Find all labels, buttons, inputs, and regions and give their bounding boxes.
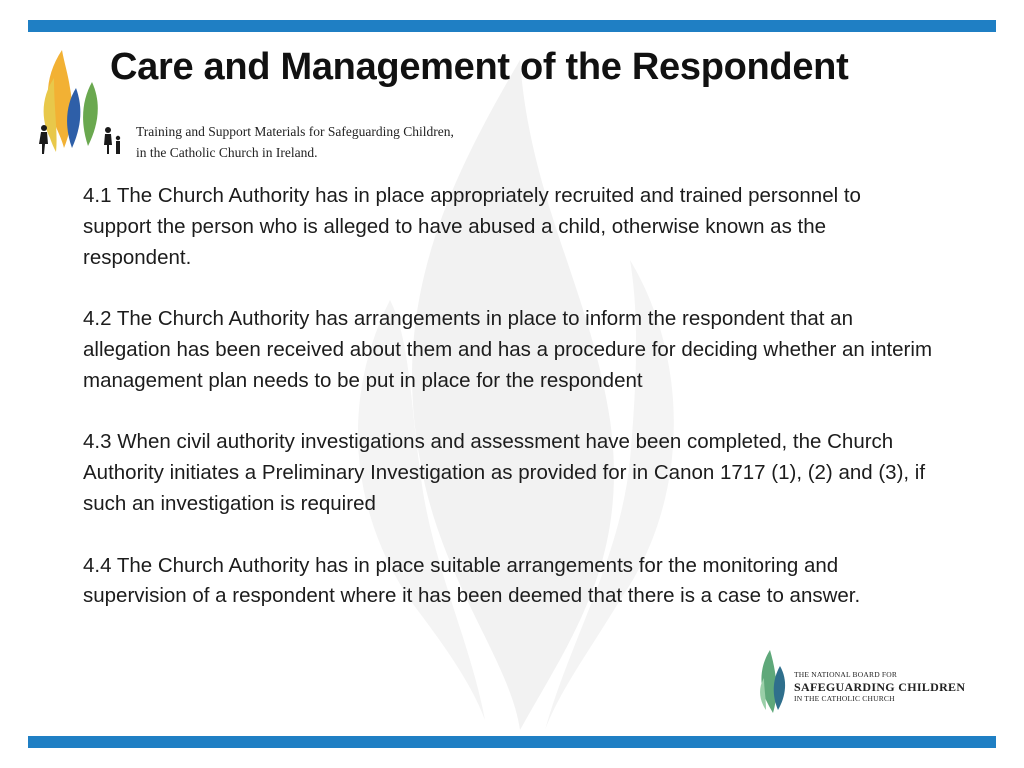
- national-board-line-3: IN THE CATHOLIC CHURCH: [794, 694, 895, 703]
- subtitle-line-1: Training and Support Materials for Safeguarding Children,: [136, 124, 454, 139]
- national-board-line-2: SAFEGUARDING CHILDREN: [794, 680, 966, 694]
- top-accent-bar: [28, 20, 996, 32]
- national-board-flame-icon: [756, 648, 790, 714]
- national-board-text: [794, 670, 965, 704]
- subtitle-line-2: in the Catholic Church in Ireland.: [136, 145, 318, 160]
- paragraph-4-2: 4.2 The Church Authority has arrangements in place to inform the respondent that an allegation has been received about them and has a procedure for deciding whether an interim management plan needs to be put in place for the respondent: [83, 307, 933, 392]
- national-board-line-1: THE NATIONAL BOARD FOR: [794, 670, 898, 679]
- paragraph-4-3: 4.3 When civil authority investigations and assessment have been completed, the Church Authority initiates a Preliminary Investigation as provided for in Canon 1717 (1), (2) and (3), if such an investigation is required: [83, 430, 926, 515]
- subtitle: [136, 121, 454, 163]
- paragraph-4-1: 4.1 The Church Authority has in place appropriately recruited and trained personnel to support the person who is alleged to have abused a child, otherwise known as the respondent.: [83, 184, 861, 269]
- body-text: [83, 181, 933, 643]
- bottom-accent-bar: [28, 736, 996, 748]
- national-board-logo: [756, 646, 984, 718]
- flame-children-logo-icon: [32, 48, 122, 156]
- page-title: Care and Management of the Respondent: [110, 46, 849, 88]
- paragraph-4-4: 4.4 The Church Authority has in place suitable arrangements for the monitoring and supervision of a respondent where it has been deemed that there is a case to answer.: [83, 553, 861, 608]
